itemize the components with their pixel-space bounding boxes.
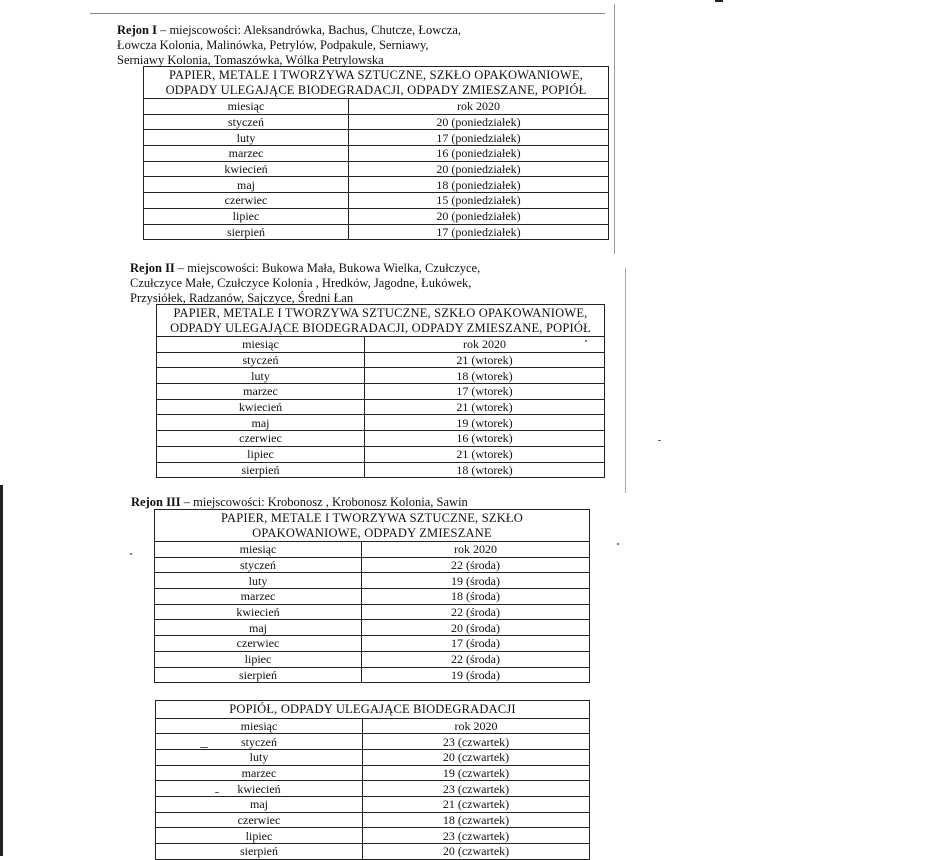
rejon1-schedule-table [143, 66, 609, 240]
col-header-month: miesiąc [157, 337, 365, 353]
table-header-row [144, 99, 609, 115]
rejon2-schedule-table [156, 304, 605, 478]
date-cell: 17 (poniedziałek) [349, 130, 609, 146]
table-row [155, 636, 590, 652]
date-cell: 20 (poniedziałek) [349, 208, 609, 224]
month-cell: lipiec [144, 208, 349, 224]
rejon3-schedule-table-a [154, 509, 590, 683]
rejon2-prefix: Rejon II [130, 261, 175, 275]
rejon1-line3: Serniawy Kolonia, Tomaszówka, Wólka Petrylowska [117, 53, 384, 67]
date-cell: 19 (czwartek) [363, 765, 590, 781]
table-row [156, 734, 590, 750]
date-cell: 17 (poniedziałek) [349, 224, 609, 240]
table-row [144, 114, 609, 130]
table-row [157, 352, 605, 368]
rejon1-table-title: PAPIER, METALE I TWORZYWA SZTUCZNE, SZKŁO OPAKOWANIOWE, ODPADY ULEGAJĄCE BIODEGRADACJI, ODPADY ZMIESZANE, POPIÓŁ [144, 67, 609, 99]
table-header-row [156, 718, 590, 734]
rejon1-heading [117, 22, 461, 38]
date-cell: 20 (poniedziałek) [349, 161, 609, 177]
col-header-year: rok 2020 [363, 718, 590, 734]
month-cell: luty [156, 749, 363, 765]
table-row [155, 604, 590, 620]
month-cell: kwiecień [157, 399, 365, 415]
date-cell: 19 (wtorek) [365, 415, 605, 431]
table-row [155, 573, 590, 589]
table-row [156, 781, 590, 797]
scan-speck [658, 440, 661, 441]
date-cell: 18 (środa) [362, 589, 590, 605]
table-row [157, 431, 605, 447]
table-row [156, 765, 590, 781]
month-cell: maj [155, 620, 362, 636]
table-row [144, 130, 609, 146]
rejon3-prefix: Rejon III [131, 495, 181, 509]
date-cell: 18 (wtorek) [365, 462, 605, 478]
table-row [155, 589, 590, 605]
rejon1-line1: – miejscowości: Aleksandrówka, Bachus, Chutcze, Łowcza, [156, 23, 462, 37]
rejon3-schedule-table-b [155, 700, 590, 860]
date-cell: 21 (czwartek) [363, 796, 590, 812]
date-cell: 15 (poniedziałek) [349, 193, 609, 209]
date-cell: 18 (poniedziałek) [349, 177, 609, 193]
month-cell: kwiecień [155, 604, 362, 620]
month-cell: luty [155, 573, 362, 589]
date-cell: 23 (czwartek) [363, 828, 590, 844]
month-cell: maj [157, 415, 365, 431]
month-cell: kwiecień [156, 781, 363, 797]
month-cell: luty [157, 368, 365, 384]
date-cell: 17 (wtorek) [365, 384, 605, 400]
rejon3b-table-title: POPIÓŁ, ODPADY ULEGAJĄCE BIODEGRADACJI [156, 701, 590, 719]
scan-right-edge-2 [625, 268, 626, 493]
table-row [155, 651, 590, 667]
month-cell: sierpień [157, 462, 365, 478]
date-cell: 23 (czwartek) [363, 781, 590, 797]
table-row [157, 368, 605, 384]
table-header-row [155, 542, 590, 558]
table-row [144, 224, 609, 240]
table-row [155, 667, 590, 683]
date-cell: 23 (czwartek) [363, 734, 590, 750]
month-cell: maj [144, 177, 349, 193]
table-row [157, 462, 605, 478]
month-cell: marzec [156, 765, 363, 781]
month-cell: luty [144, 130, 349, 146]
col-header-year: rok 2020 [365, 337, 605, 353]
date-cell: 20 (czwartek) [363, 844, 590, 860]
rejon2-table-title: PAPIER, METALE I TWORZYWA SZTUCZNE, SZKŁO OPAKOWANIOWE, ODPADY ULEGAJĄCE BIODEGRADACJI, ODPADY ZMIESZANE, POPIÓŁ [157, 305, 605, 337]
date-cell: 21 (wtorek) [365, 352, 605, 368]
date-cell: 21 (wtorek) [365, 399, 605, 415]
month-cell: lipiec [157, 446, 365, 462]
table-row [157, 399, 605, 415]
table-header-row [157, 337, 605, 353]
table-row [156, 749, 590, 765]
month-cell: sierpień [156, 844, 363, 860]
date-cell: 18 (czwartek) [363, 812, 590, 828]
month-cell: czerwiec [144, 193, 349, 209]
date-cell: 22 (środa) [362, 604, 590, 620]
month-cell: kwiecień [144, 161, 349, 177]
col-header-year: rok 2020 [362, 542, 590, 558]
table-row [156, 812, 590, 828]
month-cell: lipiec [156, 828, 363, 844]
month-cell: marzec [157, 384, 365, 400]
table-row [144, 208, 609, 224]
date-cell: 20 (poniedziałek) [349, 114, 609, 130]
table-row [144, 193, 609, 209]
month-cell: czerwiec [155, 636, 362, 652]
table-row [156, 796, 590, 812]
rejon2-heading [130, 260, 480, 276]
month-cell: marzec [144, 146, 349, 162]
month-cell: sierpień [155, 667, 362, 683]
scan-speck [130, 553, 132, 555]
table-row [157, 415, 605, 431]
date-cell: 17 (środa) [362, 636, 590, 652]
scan-top-mark [715, 0, 723, 2]
col-header-month: miesiąc [156, 718, 363, 734]
table-row [144, 161, 609, 177]
date-cell: 22 (środa) [362, 557, 590, 573]
date-cell: 16 (wtorek) [365, 431, 605, 447]
date-cell: 18 (wtorek) [365, 368, 605, 384]
table-row [157, 446, 605, 462]
table-row [144, 146, 609, 162]
rejon3-line1: – miejscowości: Krobonosz , Krobonosz Kolonia, Sawin [180, 495, 468, 509]
rejon1-line2: Łowcza Kolonia, Malinówka, Petrylów, Podpakule, Serniawy, [117, 38, 429, 52]
col-header-year: rok 2020 [349, 99, 609, 115]
rejon2-line2: Czułczyce Małe, Czułczyce Kolonia , Hredków, Jagodne, Łukówek, [130, 276, 472, 290]
col-header-month: miesiąc [144, 99, 349, 115]
month-cell: styczeń [155, 557, 362, 573]
date-cell: 19 (środa) [362, 667, 590, 683]
table-row [157, 384, 605, 400]
rejon3a-table-title: PAPIER, METALE I TWORZYWA SZTUCZNE, SZKŁO OPAKOWANIOWE, ODPADY ZMIESZANE [155, 510, 590, 542]
scan-top-rule [90, 13, 605, 14]
date-cell: 16 (poniedziałek) [349, 146, 609, 162]
rejon2-line1: – miejscowości: Bukowa Mała, Bukowa Wielka, Czułczyce, [174, 261, 481, 275]
month-cell: styczeń [156, 734, 363, 750]
month-cell: lipiec [155, 651, 362, 667]
table-row [144, 177, 609, 193]
table-row [156, 844, 590, 860]
table-row [156, 828, 590, 844]
month-cell: czerwiec [157, 431, 365, 447]
month-cell: marzec [155, 589, 362, 605]
month-cell: styczeń [144, 114, 349, 130]
scan-right-edge [614, 4, 615, 254]
month-cell: maj [156, 796, 363, 812]
month-cell: czerwiec [156, 812, 363, 828]
scan-speck [617, 543, 619, 545]
month-cell: sierpień [144, 224, 349, 240]
rejon2-line3: Przysiółek, Radzanów, Sajczyce, Średni Łan [130, 291, 354, 305]
date-cell: 21 (wtorek) [365, 446, 605, 462]
month-cell: styczeń [157, 352, 365, 368]
table-row [155, 620, 590, 636]
col-header-month: miesiąc [155, 542, 362, 558]
date-cell: 20 (czwartek) [363, 749, 590, 765]
scan-left-edge [0, 485, 3, 856]
date-cell: 20 (środa) [362, 620, 590, 636]
date-cell: 19 (środa) [362, 573, 590, 589]
table-row [155, 557, 590, 573]
rejon3-heading [131, 494, 468, 510]
date-cell: 22 (środa) [362, 651, 590, 667]
rejon1-prefix: Rejon I [117, 23, 157, 37]
